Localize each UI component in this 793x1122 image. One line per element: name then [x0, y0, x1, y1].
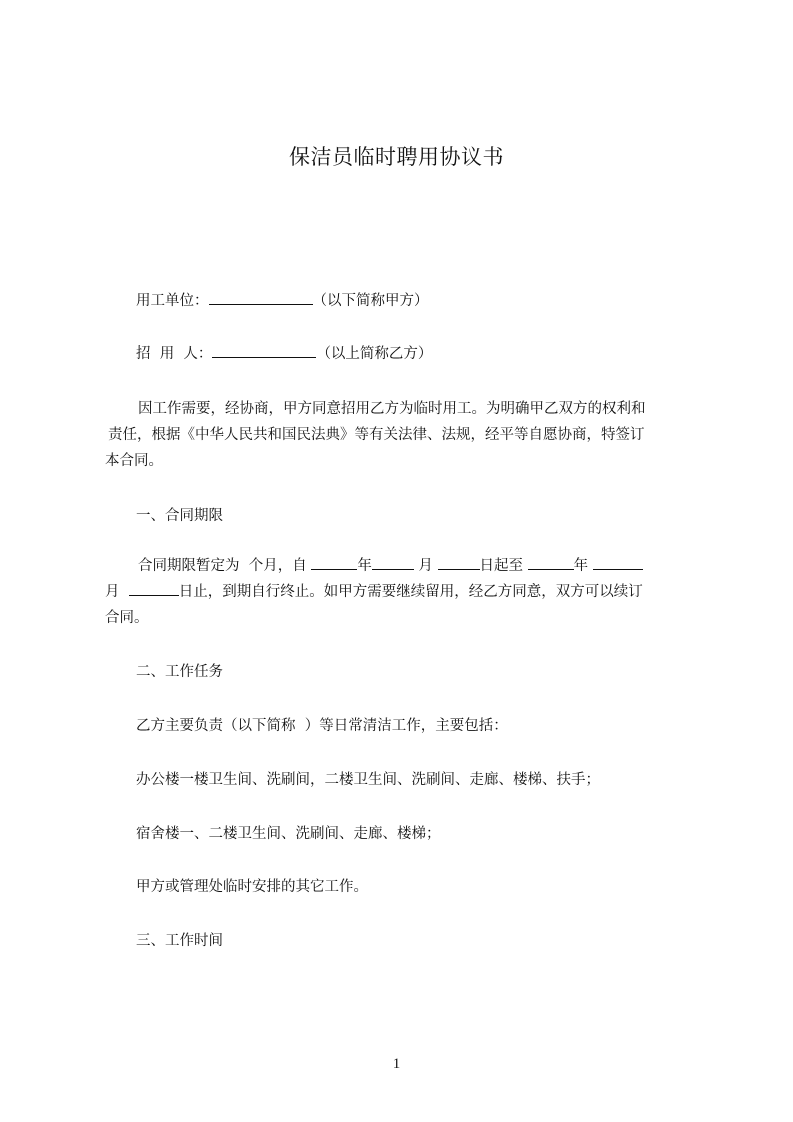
section-heading-hours: 三、工作时间 — [136, 933, 223, 949]
term-paragraph — [105, 553, 703, 631]
term-month-2: 月 — [105, 584, 129, 600]
task-item-1: 办公楼一楼卫生间、洗刷间，二楼卫生间、洗刷间、走廊、楼梯、扶手； — [136, 772, 600, 788]
employee-line — [136, 342, 432, 366]
employee-blank — [212, 342, 316, 358]
term-text-a: 合同期限暂定为 个月，自 — [138, 558, 312, 574]
employee-note: （以上简称乙方） — [316, 346, 433, 362]
term-line-3: 合同。 — [105, 610, 149, 626]
section-heading-tasks: 二、工作任务 — [136, 664, 223, 680]
employer-line — [136, 289, 429, 313]
blank-month-start — [372, 554, 414, 570]
blank-day-end — [129, 580, 179, 596]
intro-line-3: 本合同。 — [105, 453, 163, 469]
employer-note: （以下简称甲方） — [312, 293, 429, 309]
intro-line-2: 责任，根据《中华人民共和国民法典》等有关法律、法规，经平等自愿协商，特签订 — [108, 427, 645, 443]
section-heading-term: 一、合同期限 — [136, 508, 223, 524]
term-text-c: 日止，到期自行终止。如甲方需要继续留用，经乙方同意，双方可以续订 — [178, 584, 643, 600]
term-year-2: 年 — [573, 558, 593, 574]
term-month-1: 月 — [413, 558, 438, 574]
blank-month-end — [593, 554, 643, 570]
term-year-1: 年 — [357, 558, 372, 574]
intro-line-1: 因工作需要，经协商，甲方同意招用乙方为临时用工。为明确甲乙双方的权利和 — [138, 401, 646, 417]
employer-label: 用工单位： — [136, 293, 209, 309]
term-from: 日起至 — [479, 558, 528, 574]
blank-day-start — [438, 554, 480, 570]
term-line-1 — [105, 553, 703, 579]
term-line-2 — [105, 579, 703, 605]
employee-label: 招 用 人： — [136, 346, 213, 362]
task-item-3: 甲方或管理处临时安排的其它工作。 — [136, 879, 368, 895]
task-intro: 乙方主要负责（以下简称 ）等日常清洁工作，主要包括： — [136, 718, 508, 734]
intro-paragraph — [105, 396, 703, 474]
task-item-2: 宿舍楼一、二楼卫生间、洗刷间、走廊、楼梯； — [136, 826, 441, 842]
page-number: 1 — [392, 1056, 401, 1072]
blank-year-start — [311, 554, 357, 570]
blank-year-end — [528, 554, 574, 570]
document-title: 保洁员临时聘用协议书 — [289, 145, 504, 169]
employer-blank — [209, 289, 313, 305]
